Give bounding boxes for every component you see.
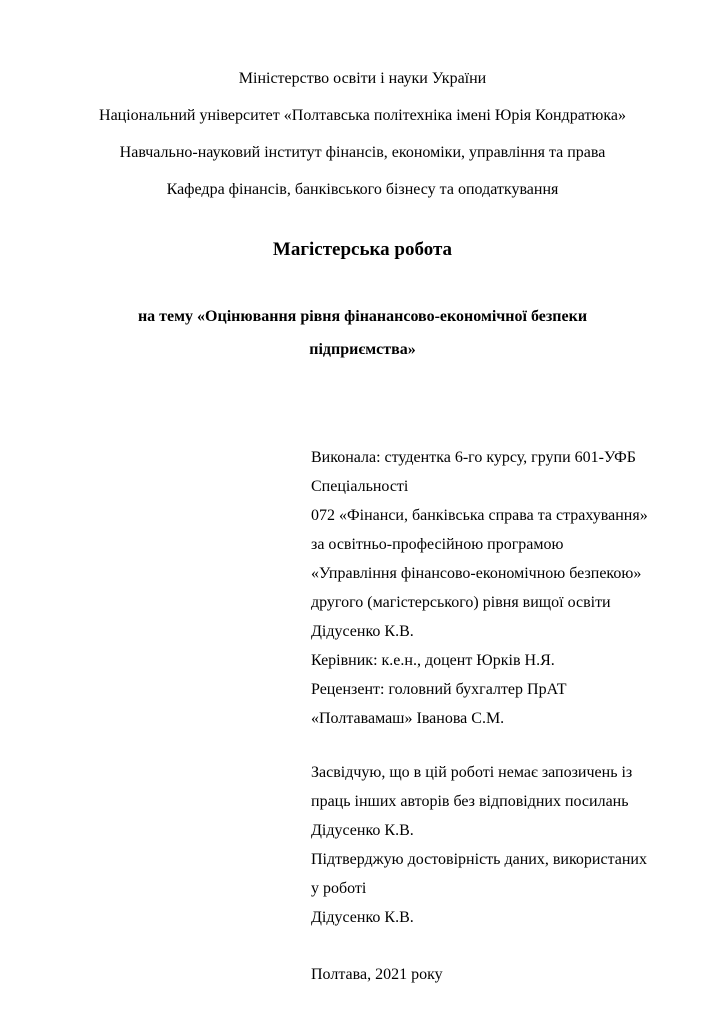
ministry-line: Міністерство освіти і науки України	[238, 70, 487, 87]
declaration-signature-1: Дідусенко К.В.	[311, 822, 414, 839]
thesis-topic: на тему «Оцінювання рівня фінанансово-економічної безпеки підприємства»	[137, 308, 588, 358]
details-line-degree-level: другого (магістерського) рівня вищої освіти	[311, 594, 611, 611]
declaration-signature-2: Дідусенко К.В.	[311, 909, 414, 926]
details-line-program-name: «Управління фінансово-економічною безпекою»	[311, 565, 642, 582]
details-line-reviewer: Рецензент: головний бухгалтер ПрАТ	[311, 681, 567, 698]
document-header	[0, 0, 725, 208]
declaration-line-1: Засвідчую, що в цій роботі немає запозичень із	[311, 764, 633, 781]
department-line: Кафедра фінансів, банківського бізнесу та оподаткування	[166, 181, 559, 198]
place-year-line: Полтава, 2021 року	[311, 966, 443, 983]
university-line: Національний університет «Полтавська політехніка імені Юрія Кондратюка»	[99, 107, 626, 124]
institute-line: Навчально-науковий інститут фінансів, економіки, управління та права	[119, 144, 606, 161]
declaration-line-2: праць інших авторів без відповідних посилань	[311, 793, 629, 810]
thesis-title: Магістерська робота	[272, 239, 453, 260]
details-line-supervisor: Керівник: к.е.н., доцент Юрків Н.Я.	[311, 652, 555, 669]
footer-block	[311, 960, 695, 989]
details-line-reviewer-company: «Полтавамаш» Іванова С.М.	[311, 710, 505, 727]
declaration-line-3: Підтверджую достовірність даних, використаних	[311, 851, 647, 868]
details-line-performer: Виконала: студентка 6-го курсу, групи 601-УФБ	[311, 449, 636, 466]
declaration-block	[311, 758, 695, 932]
details-line-author-name: Дідусенко К.В.	[311, 623, 414, 640]
author-details-block	[311, 443, 695, 733]
details-line-specialty-code: 072 «Фінанси, банківська справа та страхування»	[311, 507, 648, 524]
declaration-line-4: у роботі	[311, 880, 367, 897]
details-line-specialty-label: Спеціальності	[311, 478, 409, 495]
details-line-program-label: за освітньо-професійною програмою	[311, 536, 564, 553]
